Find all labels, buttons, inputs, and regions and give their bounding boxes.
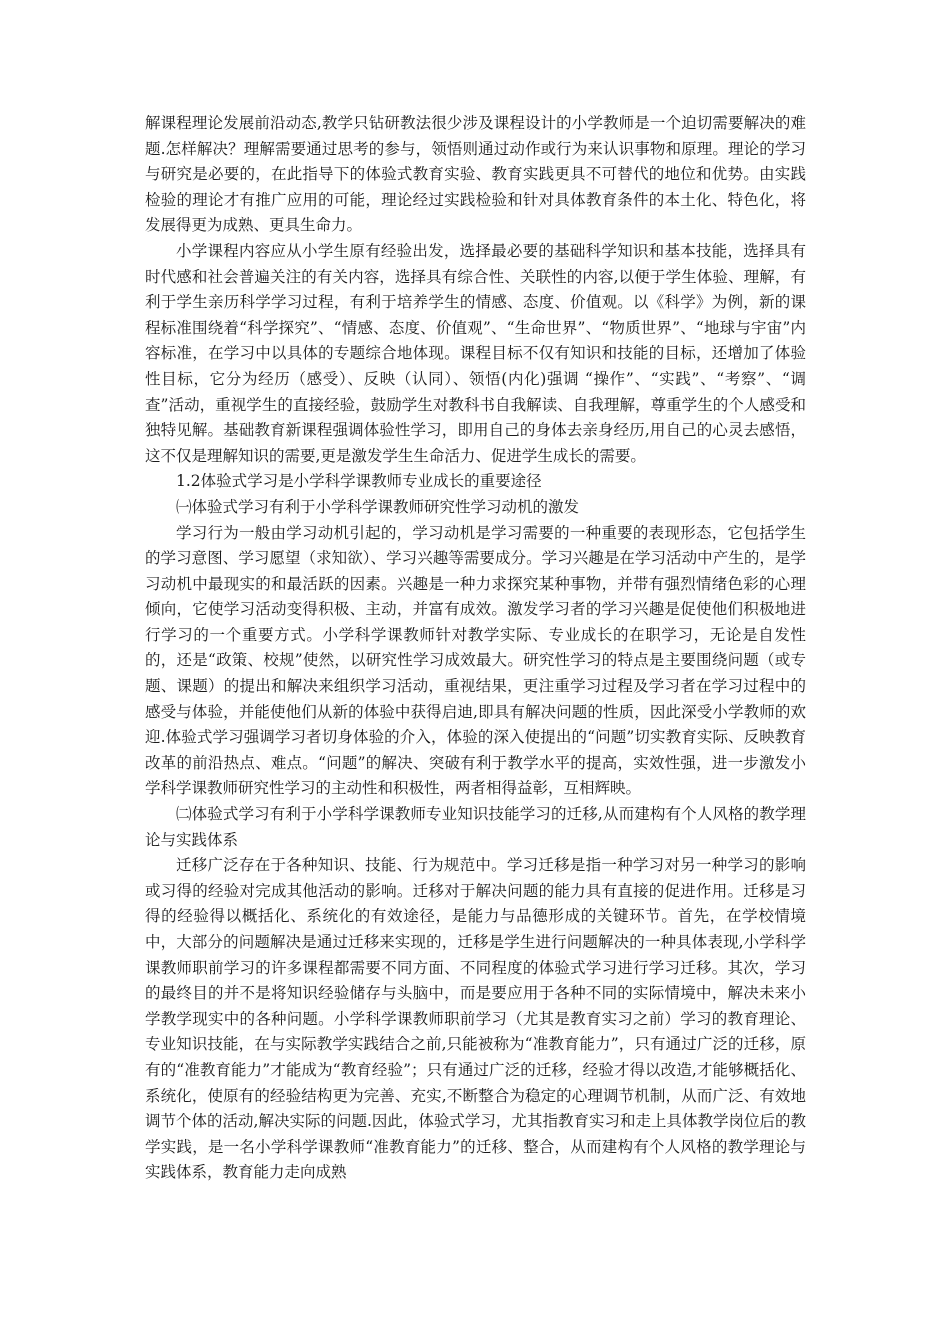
paragraph-learning-motivation: 学习行为一般由学习动机引起的，学习动机是学习需要的一种重要的表现形态，它包括学生的学习意图、学习愿望（求知欲）、学习兴趣等需要成分。学习兴趣是在学习活动中产生的，是学习动机中最现实的和最活跃的因素。兴趣是一种力求探究某种事物，并带有强烈情绪色彩的心理倾向，它使学习活动变得积极、主动，并富有成效。激发学习者的学习兴趣是促使他们积极地进行学习的一个重要方式。小学科学课教师针对教学实际、专业成长的在职学习，无论是自发性的，还是“政策、校规”使然，以研究性学习成效最大。研究性学习的特点是主要围绕问题（或专题、课题）的提出和解决来组织学习活动，重视结果，更注重学习过程及学习者在学习过程中的感受与体验，并能使他们从新的体验中获得启迪,即具有解决问题的性质，因此深受小学教师的欢迎.体验式学习强调学习者切身体验的介入，体验的深入使提出的“问题”切实教育实际、反映教育改革的前沿热点、难点。“问题”的解决、突破有利于教学水平的提高，实效性强，进一步激发小学科学课教师研究性学习的主动性和积极性，两者相得益彰，互相辉映。 [145, 523, 806, 798]
subsection-heading-1: ㈠体验式学习有利于小学科学课教师研究性学习动机的激发 [176, 497, 580, 516]
paragraph-curriculum-content: 小学课程内容应从小学生原有经验出发，选择最必要的基础科学知识和基本技能，选择具有时代感和社会普遍关注的有关内容，选择具有综合性、关联性的内容,以便于学生体验、理解，有利于学生亲历科学学习过程，有利于培养学生的情感、态度、价值观。以《科学》为例，新的课程标准围绕着“科学探究”、“情感、态度、价值观”、“生命世界”、“物质世界”、“地球与宇宙”内容标准，在学习中以具体的专题综合地体现。课程目标不仅有知识和技能的目标，还增加了体验性目标，它分为经历（感受）、反映（认同）、领悟(内化)强调 “操作”、“实践”、“考察”、“调查”活动，重视学生的直接经验，鼓励学生对教科书自我解读、自我理解，尊重学生的个人感受和独特见解。基础教育新课程强调体验性学习，即用自己的身体去亲身经历,用自己的心灵去感悟，这不仅是理解知识的需要,更是激发学生生命活力、促进学生成长的需要。 [145, 241, 806, 465]
paragraph-learning-transfer: 迁移广泛存在于各种知识、技能、行为规范中。学习迁移是指一种学习对另一种学习的影响或习得的经验对完成其他活动的影响。迁移对于解决问题的能力具有直接的促进作用。迁移是习得的经验得以概括化、系统化的有效途径，是能力与品德形成的关键环节。首先，在学校情境中，大部分的问题解决是通过迁移来实现的，迁移是学生进行问题解决的一种具体表现,小学科学课教师职前学习的许多课程都需要不同方面、不同程度的体验式学习进行学习迁移。其次，学习的最终目的并不是将知识经验储存与头脑中，而是要应用于各种不同的实际情境中，解决未来小学教学现实中的各种问题。小学科学课教师职前学习（尤其是教育实习之前）学习的教育理论、专业知识技能，在与实际教学实践结合之前,只能被称为“准教育能力”，只有通过广泛的迁移，原有的“准教育能力”才能成为“教育经验”；只有通过广泛的迁移，经验才得以改造,才能够概括化、系统化，使原有的经验结构更为完善、充实,不断整合为稳定的心理调节机制，从而广泛、有效地调节个体的活动,解决实际的问题.因此，体验式学习，尤其指教育实习和走上具体教学岗位后的教学实践，是一名小学科学课教师“准教育能力”的迁移、整合，从而建构有个人风格的教学理论与实践体系，教育能力走向成熟 [145, 856, 806, 1182]
paragraph-continuation: 解课程理论发展前沿动态,教学只钻研教法很少涉及课程设计的小学教师是一个迫切需要解决的难题.怎样解决？理解需要通过思考的参与，领悟则通过动作或行为来认识事物和原理。理论的学习与研究是必要的，在此指导下的体验式教育实验、教育实践更具不可替代的地位和优势。由实践检验的理论才有推广应用的可能，理论经过实践检验和针对具体教育条件的本土化、特色化，将发展得更为成熟、更具生命力。 [145, 114, 806, 235]
subsection-heading-2: ㈡体验式学习有利于小学科学课教师专业知识技能学习的迁移,从而建构有个人风格的教学理论与实践体系 [145, 805, 806, 849]
section-heading-1-2: 1.2体验式学习是小学科学课教师专业成长的重要途径 [176, 472, 542, 491]
document-body [145, 111, 806, 1186]
